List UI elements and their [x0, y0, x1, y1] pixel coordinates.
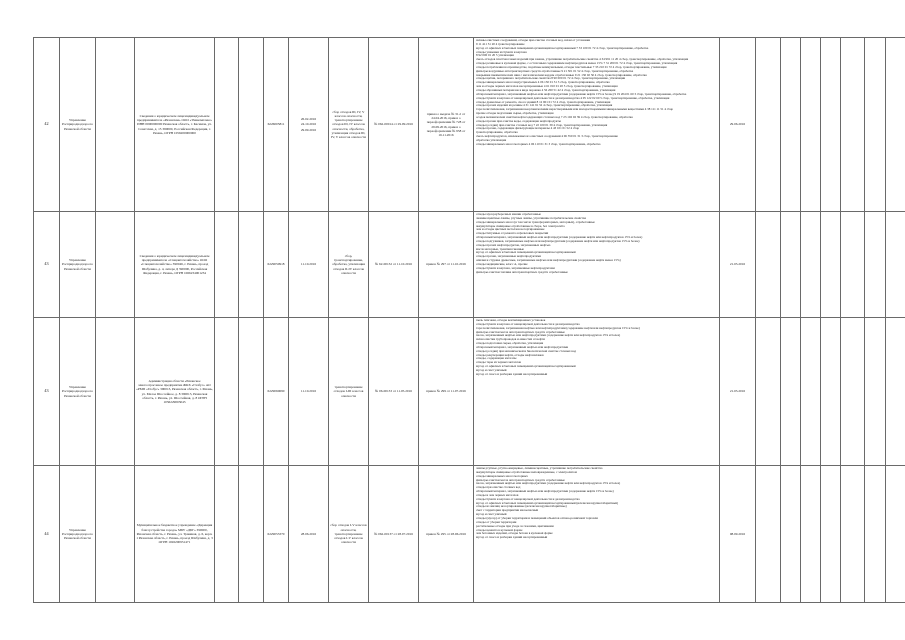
table-row	[34, 38, 905, 212]
organization-cell: Сведения о юридическом лице/индивидуальном предпринимателе «Рязанская» ООО «Уникомплекс» ИНН 0000000000 Рязанская область, г. Касимов, ул. Советская, д. 15 390000, Российская Федерация, г. Рязань, ОГРН 1056200000000	[135, 38, 215, 212]
activity-cell: транспортирование отходов I-III классов опасности	[329, 318, 369, 466]
organization-cell: Муниципальное бюджетное учреждение «Дирекция благоустройства города» МБУ «ДБГ» 390000, Рязанская область, г. Рязань, ул. Травяная, д. 6, корп. 1 Рязанская область, г. Рязань, проезд Шабулина, д. 3 ОГРН 1026200951471	[135, 466, 215, 603]
inn-cell: 6229053370	[264, 466, 289, 603]
authority-cell: Управление Росприроднадзора по Рязанской области	[60, 466, 96, 603]
authority-cell: Управление Росприроднадзора по Рязанской области	[60, 318, 96, 466]
authority-cell: Управление Росприроднадзора по Рязанской области	[60, 38, 96, 212]
table-row	[34, 318, 905, 466]
inn-cell: 6226005811	[264, 38, 289, 212]
row-number: 43	[34, 318, 60, 466]
order-cell: приказ № 295 от 28.06.2016	[419, 466, 474, 603]
license-cell: № 06-00133 от 11.05.2016	[369, 318, 419, 466]
activity-cell: сбор отходов I-V классов опасности, транспортирование отходов I-V классов опасности	[329, 466, 369, 603]
dates-cell: 28.06.2016	[289, 466, 329, 603]
dates-cell: 11.10.2016	[289, 212, 329, 318]
dates-cell: 26.02.2016 24.10.2016 29.09.2016	[289, 38, 329, 212]
date-cell: 29.06.2016	[720, 38, 756, 212]
dates-cell: 11.10.2016	[289, 318, 329, 466]
authority-cell: Управление Росприроднадзора по Рязанской области	[60, 212, 96, 318]
activity-cell: сбор отходов III, IV, V классов опасности, транспортирование отходов III, IV классов опасности, обработка, утилизация отходов III, IV, V классов опасности	[329, 38, 369, 212]
waste-list-cell: пыль гипсовая, отходы вентиляционных установок отходы бумаги и картона от канцелярской деятельности и делопроизводства тара полиэтиленовая, загрязненная нефтью или нефтепродуктами (содержание нефти или нефтепродуктов 15% и более) фильтры очистки масла автотранспортных средств отработанные песок, загрязненный нефтью или нефтепродуктами (содержание нефти или нефтепродуктов 15% и более) шлам очистки трубопроводов и емкостей от нефти отходы подготовки сырья, обработка, утилизация обтирочный материал, загрязненный нефтью или нефтепродуктами отходы (осадки) при механической и биологической очистке сточных вод отходы рекуперации нефти, отходы нефтешламов отходы, содержащие металлы отходы тары из черных металлов мусор от офисных и бытовых помещений организаций несортированный мусор и смет уличный мусор от сноса и разборки зданий несортированный	[474, 318, 720, 466]
activity-cell: сбор, транспортирование, обработка, утилизация отходов II-IV классов опасности	[329, 212, 369, 318]
order-cell: приказ о выдаче № 31.2 от 24.04.2016, приказ о переоформлении № 728 от 29.09.2016, приказ о переоформлении № 958 от 16.11.2016	[419, 38, 474, 212]
date-cell: 08.09.2016	[720, 466, 756, 603]
date-cell: 21.03.2016	[720, 212, 756, 318]
license-cell: № 062-00137 от 28.07.2016	[369, 466, 419, 603]
waste-list-cell: шламы очистных сооружений, отходы при очистке сточных вод, шлам от установки 9 11 411 51 20 4 транспортирование мусор от офисных и бытовых помещений организаций несортированный 7 33 100 01 72 4 сбор, транспортирование, обработка отходы упаковки из бумаги и картона 8 92 000 01 20 5 утилизация смесь отходов пластмассовых изделий при замене, утратившие потребительские свойства 4 34 991 11 20 4 сбор, транспортирование, обработка, утилизация отходы резиновые в кусковой форме, с остаточным содержанием нефтепродуктов менее 15% 7 31 200 01 72 4 сбор, транспортирование, утилизация отходы потребления на производстве, подобные коммунальным, отходы текстильные 7 33 210 01 72 4 сбор, транспортирование, утилизация фильтры воздушные автотранспортных средств отработанные 9 21 301 01 52 4 сбор, транспортирование, обработка покрышки пневматических шин с металлическим кордом отработанные 9 21 130 02 50 4 сбор, транспортирование, обработка отходы щебня, потерявшего потребительские свойства 8 90 000 01 72 4 сбор, транспортирование, утилизация отходы минеральных масел индустриальных 4 06 130 01 31 3 сбор, транспортирование, обработка лом и отходы черных металлов несортированные 4 61 010 01 20 5 сбор, транспортирование, утилизация отходы абразивных материалов в виде порошка 4 56 200 51 42 4 сбор, транспортирование, утилизация обтирочный материал, загрязненный нефтью или нефтепродуктами (содержание нефти 15% и более) 9 19 204 01 60 3 сбор, транспортирование, обработка отходы бумаги и картона от канцелярской деятельности и делопроизводства 4 05 122 02 60 5 сбор, транспортирование, обработка, утилизация отходы древесные от ремонта, сноса зданий 8 12 901 01 72 4 сбор, транспортирование, утилизация отходы прочих изделий из резины 4 31 141 91 52 4 сбор, транспортирование, обработка, утилизация тара полиэтиленовая, загрязненная неорганическими нерастворимыми или малорастворимыми минеральными веществами 4 38 111 11 51 4 сбор прочие отходы подготовки сырья, обработка, утилизация осадок механической очистки нефтесодержащих сточных вод 7 23 102 02 39 4 сбор, транспортирование, обработка отходы прочие при очистке воды, содержащие нефтепродукты отходы (осадки) при очистке сточных вод 7 22 100 01 39 4 сбор, транспортирование, утилизация отходы прочие, содержащие фильтрующие материалы 4 43 101 01 52 4 сбор транспортирование, обработка смесь нефтепродуктов, извлекаемых из очистных сооружений 4 06 350 01 31 3 сбор, транспортирование обработка утилизация отходы минеральных масел моторных 4 06 110 01 31 3 сбор, транспортирование, обработка	[474, 38, 720, 212]
date-cell: 21.03.2016	[720, 318, 756, 466]
row-number: 42	[34, 38, 60, 212]
license-register-table	[33, 37, 905, 603]
order-cell: приказ № 299 от 11.07.2016	[419, 318, 474, 466]
license-cell: № 62-00132 от 11.10.2016	[369, 212, 419, 318]
waste-list-cell: лампы ртутные, ртутно-кварцевые, люминесцентные, утратившие потребительские свойства аккумуляторы свинцовые отработанные неповрежденные, с электролитом отходы минеральных масел моторных фильтры очистки масла автотранспортных средств отработанные песок, загрязненный нефтью или нефтепродуктами (содержание нефти или нефтепродуктов 15% и более) отходы при очистке сточных вод обтирочный материал, загрязненный нефтью или нефтепродуктами (содержание нефти 15% и более) отходы и лом черных металлов отходы бумаги и картона от канцелярской деятельности и делопроизводства мусор от офисных и бытовых помещений организаций несортированный (исключая крупногабаритный) отходы из жилищ несортированные (исключая крупногабаритные) смет с территории предприятия малоопасный мусор и смет уличный отходы (мусор) от уборки территории и помещений объектов оптово-розничной торговли отходы от уборки территории растительные отходы при уходе за газонами, цветниками отходы цемента в кусковой форме лом бетонных изделий, отходы бетона в кусковой форме мусор от сноса и разборки зданий несортированный	[474, 466, 720, 603]
table-row	[34, 212, 905, 318]
organization-cell: Сведения о юридическом лице/индивидуальном предпринимателе «Спецавтохозяйство» ООО «Спецавтохозяйство» 390046, г. Рязань, проезд Шабулина, д. 4, литера Д 390000, Российская Федерация, г. Рязань, ОГРН 1066234001234	[135, 212, 215, 318]
row-number: 43	[34, 212, 60, 318]
row-number: 44	[34, 466, 60, 603]
inn-cell: 6229050918	[264, 212, 289, 318]
order-cell: приказ № 297 от 11.10.2016	[419, 212, 474, 318]
license-cell: № 062-00014 от 29.09.2016	[369, 38, 419, 212]
table-row	[34, 466, 905, 603]
organization-cell: Администрация области «Рязанское многоотраслевое предприятие ЖКХ «Глобус» АО «РМП «Глобус» 390013, Рязанская область, г. Рязань, ул. Малое Шоссейное, д. 8 390013, Рязанская область, г. Рязань, ул. Шоссейная, д. 8 ОГРН 1056229003045	[135, 318, 215, 466]
inn-cell: 6229060690	[264, 318, 289, 466]
waste-list-cell: отходы мусороуборочных машин отработанные люминесцентные лампы, ртутные лампы, утратившие потребительские свойства отходы минеральных масел (в том числе трансформаторных, моторных), отработанные аккумуляторы свинцовые отработанные в сборе, без электролита лом и отходы цветных металлов несортированные отходы битумные от ремонта асфальтовых покрытий обтирочный материал, загрязненный нефтью или нефтепродуктами (содержание нефти или нефтепродуктов 15% и более) отходы подгузников, загрязненные нефтью или нефтепродуктами (содержание нефти или нефтепродуктов 15% и более) отходы прочих нефтепродуктов, загрязненных нефтью масла моторные, трансмиссионные мусор от офисных и бытовых помещений организаций несортированный отходы прочие, загрязненные нефтепродуктами опилки и стружка древесные, загрязненные нефтью или нефтепродуктами (содержание нефти менее 15%) отходы медицинские, класс А, прочие отходы бумаги и картона, загрязненные нефтепродуктами фильтры очистки топлива автотранспортных средств отработанные	[474, 212, 720, 318]
